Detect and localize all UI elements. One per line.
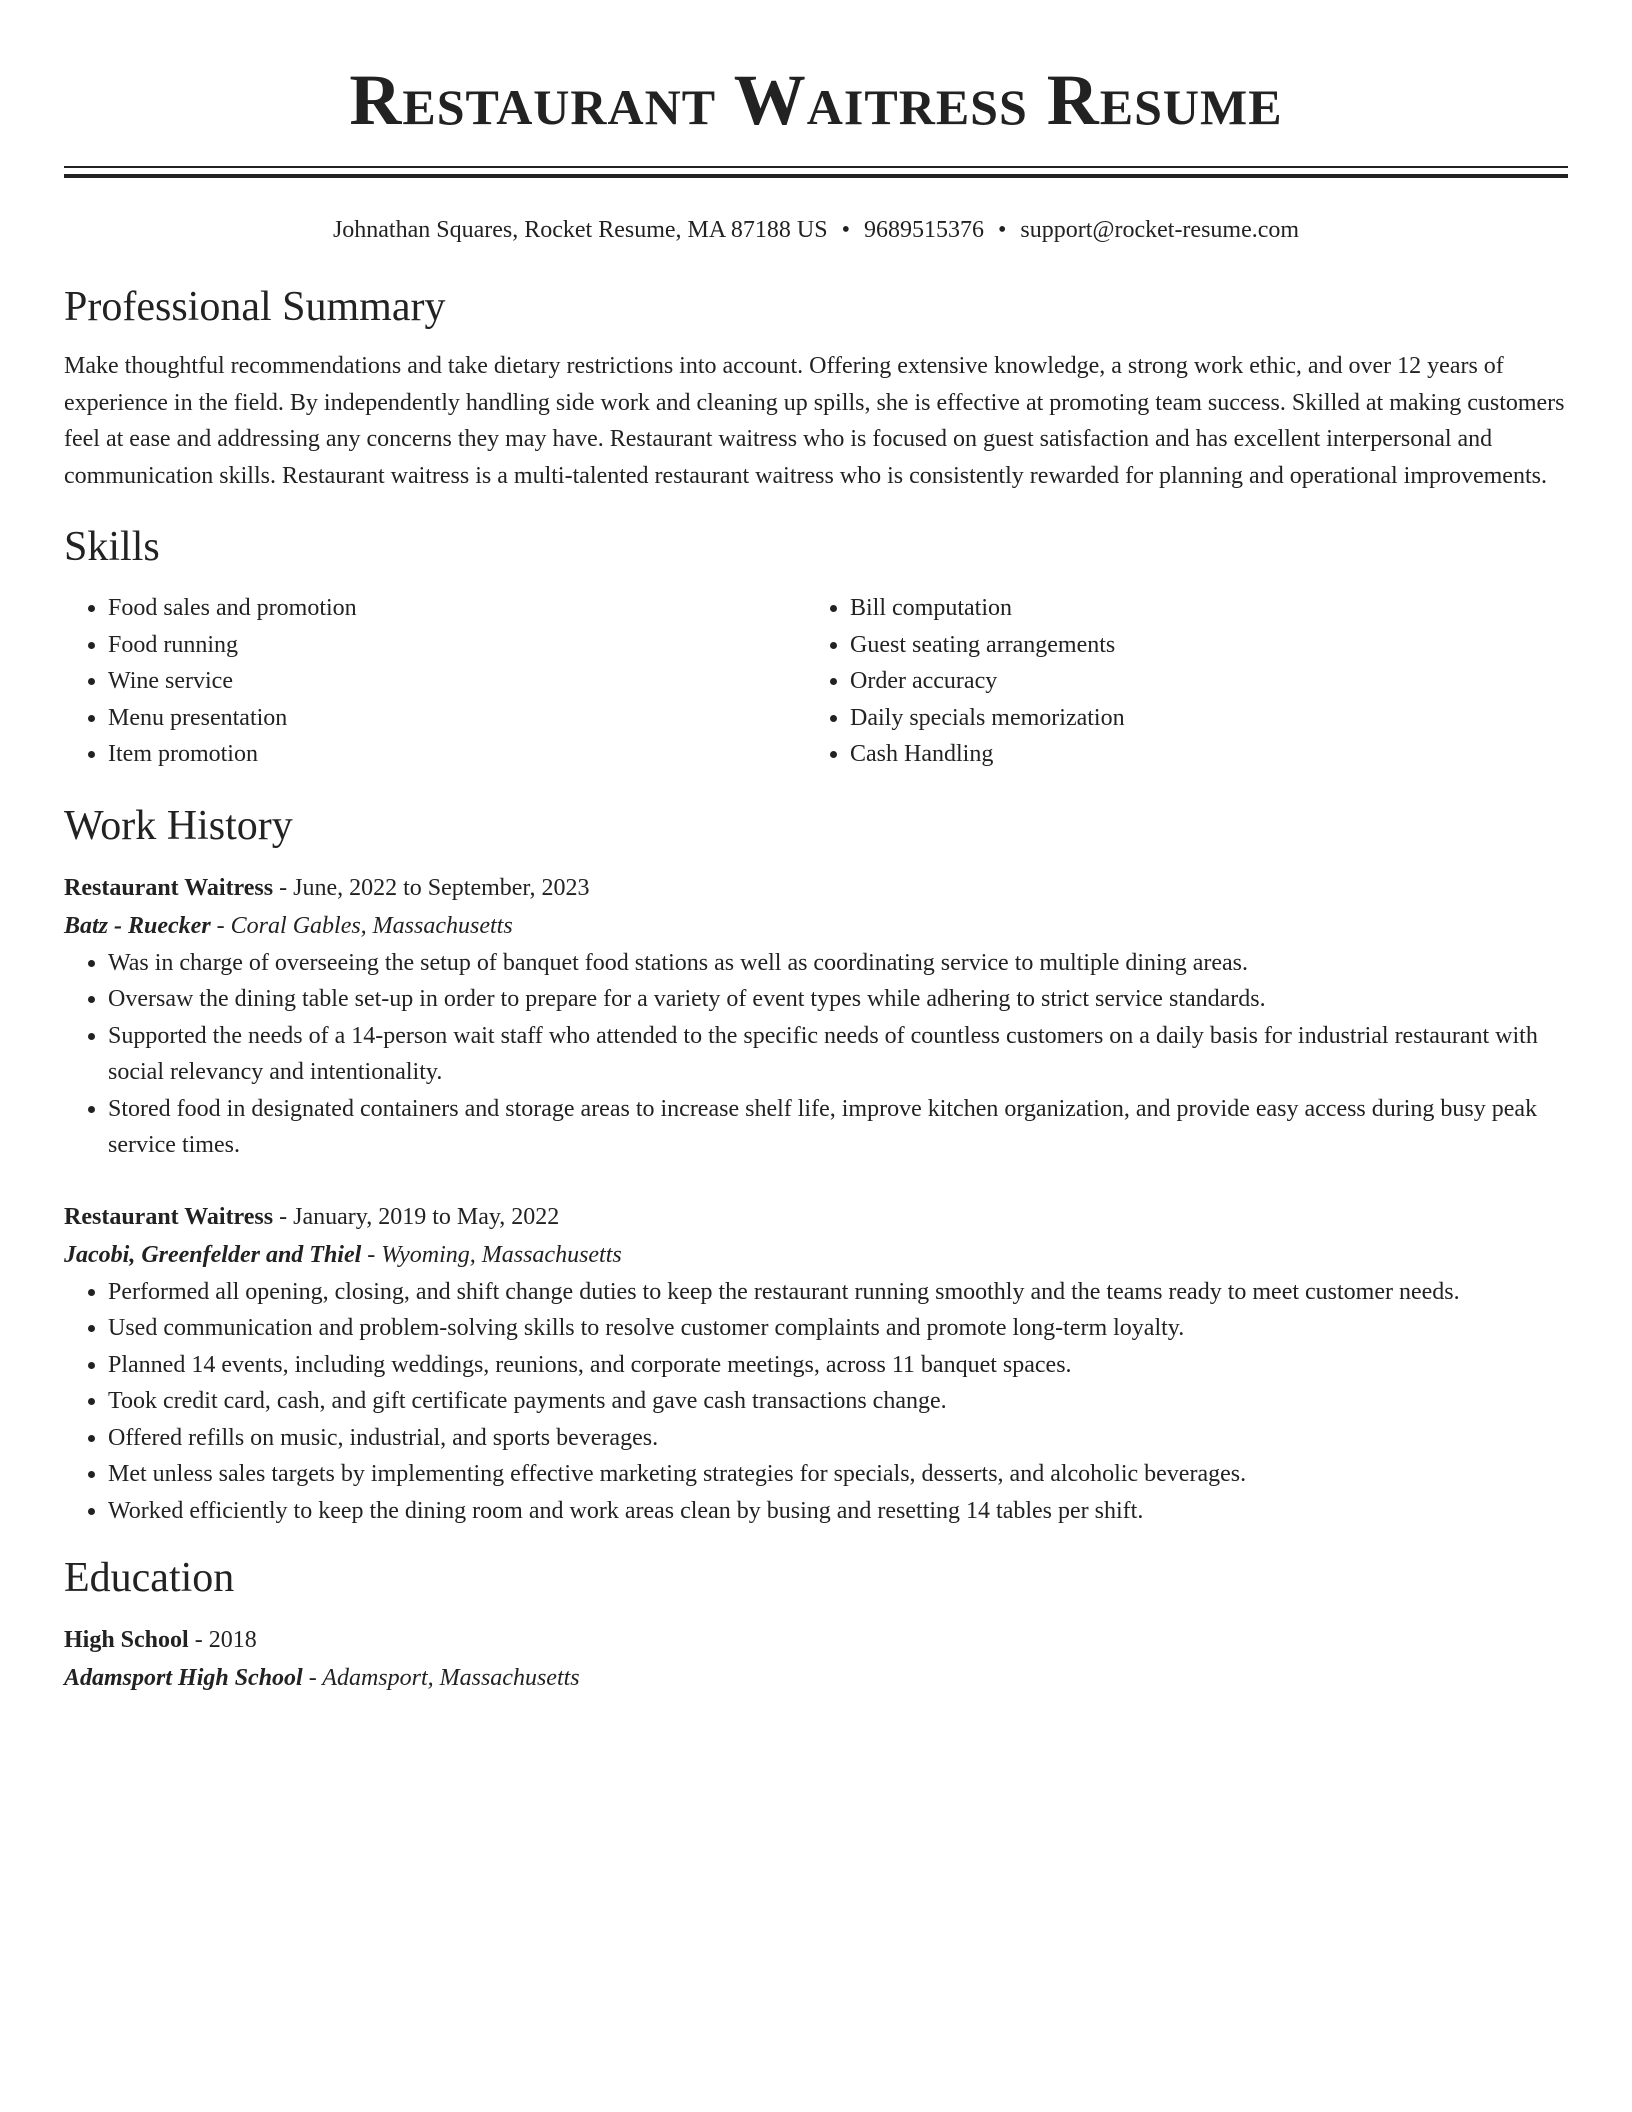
skill-item: • Food sales and promotion: [108, 590, 806, 627]
job-title: Restaurant Waitress: [64, 1203, 274, 1230]
job-title: Restaurant Waitress: [64, 874, 274, 901]
title-rule-thin: [64, 166, 1568, 168]
duty-item: • Worked efficiently to keep the dining room and work areas clean by busing and resetting 14 tables per shift.: [108, 1493, 1568, 1530]
duty-item: • Was in charge of overseeing the setup of banquet food stations as well as coordinating service to multiple dining areas.: [108, 945, 1568, 982]
duty-item: • Oversaw the dining table set-up in order to prepare for a variety of event types while adhering to strict service standards.: [108, 981, 1568, 1018]
skill-item: • Guest seating arrangements: [850, 627, 1568, 664]
job-dates: June, 2022 to September, 2023: [293, 874, 590, 901]
skill-item: • Item promotion: [108, 736, 806, 773]
education-heading: Education: [64, 1555, 235, 1601]
company-location: Wyoming, Massachusetts: [381, 1241, 622, 1268]
education-degree-line: [64, 1621, 1568, 1659]
skill-item: • Wine service: [108, 663, 806, 700]
duty-item: • Performed all opening, closing, and shift change duties to keep the restaurant running smoothly and the teams ready to meet customer needs.: [108, 1274, 1568, 1311]
school-location: Adamsport, Massachusetts: [322, 1665, 580, 1691]
duty-item: • Stored food in designated containers and storage areas to increase shelf life, improve kitchen organization, and provide easy access during busy peak service times.: [108, 1091, 1568, 1164]
skill-item: • Daily specials memorization: [850, 700, 1568, 737]
resume-title: Restaurant Waitress Resume: [349, 60, 1283, 140]
contact-line: [64, 214, 1568, 246]
summary-heading: Professional Summary: [64, 284, 446, 330]
duty-item: • Planned 14 events, including weddings, reunions, and corporate meetings, across 11 banquet spaces.: [108, 1347, 1568, 1384]
employer-line: [64, 1236, 1568, 1274]
skills-heading: Skills: [64, 524, 160, 570]
skill-item: • Cash Handling: [850, 736, 1568, 773]
skills-column-left: [64, 590, 806, 773]
company-name: Batz - Ruecker: [64, 912, 211, 939]
duty-item: • Offered refills on music, industrial, and sports beverages.: [108, 1420, 1568, 1457]
skills-column-right: [806, 590, 1568, 773]
contact-email: support@rocket-resume.com: [1020, 217, 1300, 243]
dash: -: [273, 1203, 294, 1230]
skill-item: • Bill computation: [850, 590, 1568, 627]
skills-list: [64, 590, 1568, 773]
duty-item: • Met unless sales targets by implementing effective marketing strategies for specials, desserts, and alcoholic beverages.: [108, 1456, 1568, 1493]
contact-separator: •: [997, 217, 1007, 243]
school-name: Adamsport High School: [64, 1665, 303, 1691]
company-location: Coral Gables, Massachusetts: [230, 912, 513, 939]
dash: -: [302, 1665, 323, 1691]
job-duties: [64, 945, 1568, 1164]
job-dates: January, 2019 to May, 2022: [293, 1203, 560, 1230]
skill-item: • Order accuracy: [850, 663, 1568, 700]
school-line: [64, 1659, 1568, 1697]
title-rule-thick: [64, 174, 1568, 178]
job-duties: [64, 1274, 1568, 1530]
dash: -: [210, 912, 231, 939]
contact-address: Johnathan Squares, Rocket Resume, MA 87188 US: [332, 217, 828, 243]
skill-item: • Menu presentation: [108, 700, 806, 737]
duty-item: • Supported the needs of a 14-person wait staff who attended to the specific needs of countless customers on a daily basis for industrial restaurant with social relevancy and intentionality.: [108, 1018, 1568, 1091]
degree: High School: [64, 1627, 189, 1653]
job-title-line: [64, 1198, 1568, 1236]
job-entry: [64, 869, 1568, 1164]
dash: -: [273, 874, 294, 901]
dash: -: [188, 1627, 209, 1653]
duty-item: • Took credit card, cash, and gift certificate payments and gave cash transactions change.: [108, 1383, 1568, 1420]
work-history-heading: Work History: [64, 802, 293, 849]
employer-line: [64, 907, 1568, 945]
summary-text: Make thoughtful recommendations and take dietary restrictions into account. Offering extensive knowledge, a strong work ethic, and over 12 years of experience in the field. By independently handling side work and cleaning up spills, she is effective at promoting team success. Skilled at making customers feel at ease and addressing any concerns they may have. Restaurant waitress who is focused on guest satisfaction and has excellent interpersonal and communication skills. Restaurant waitress is a multi-talented restaurant waitress who is consistently rewarded for planning and operational improvements.: [64, 353, 1565, 489]
job-title-line: [64, 869, 1568, 907]
duty-item: • Used communication and problem-solving skills to resolve customer complaints and promote long-term loyalty.: [108, 1310, 1568, 1347]
company-name: Jacobi, Greenfelder and Thiel: [64, 1241, 362, 1268]
contact-phone: 9689515376: [863, 217, 984, 243]
skill-item: • Food running: [108, 627, 806, 664]
contact-separator: •: [841, 217, 850, 243]
job-entry: [64, 1198, 1568, 1530]
dash: -: [361, 1241, 382, 1268]
graduation-year: 2018: [208, 1627, 257, 1653]
